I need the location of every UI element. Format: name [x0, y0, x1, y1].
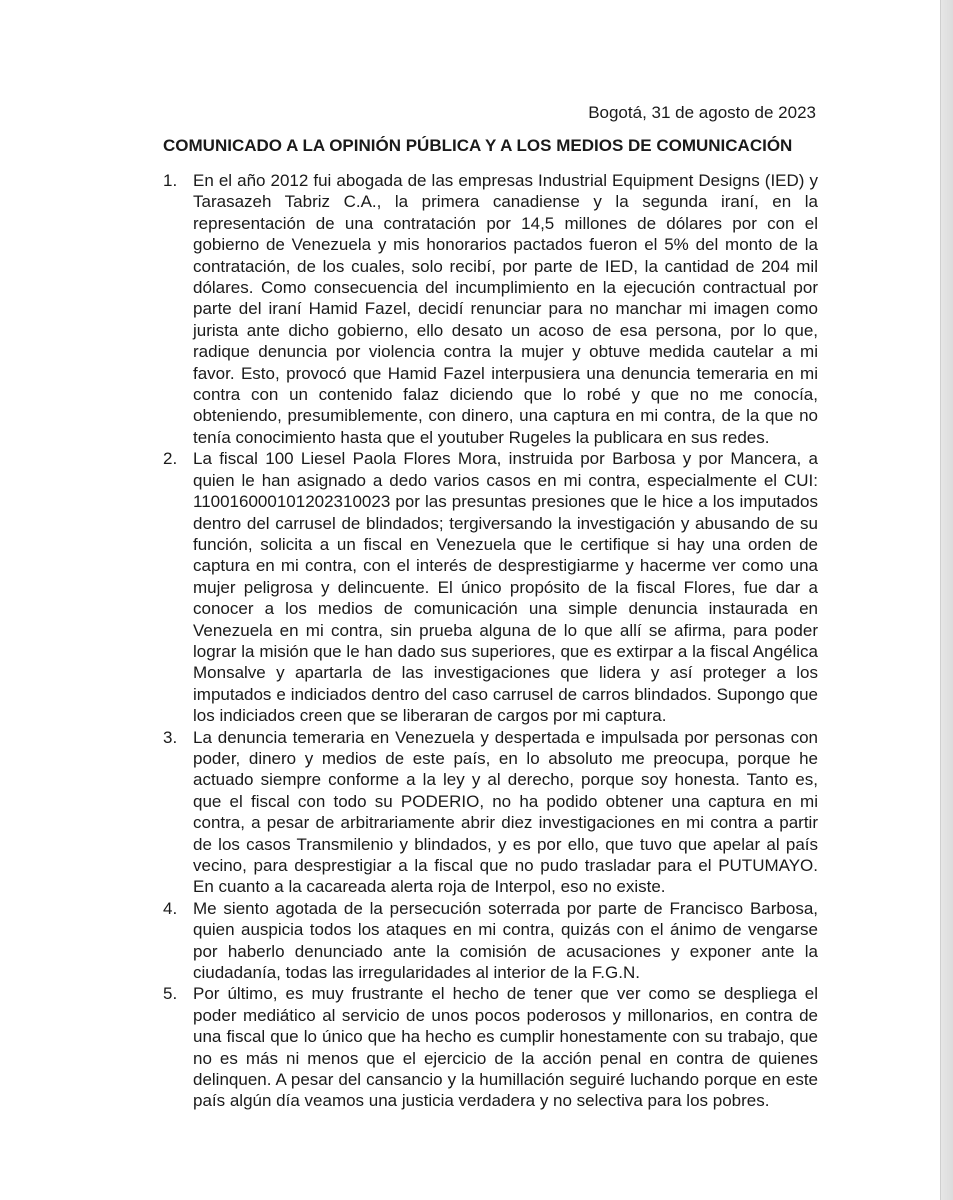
list-item: [163, 727, 818, 898]
item-number: 1.: [163, 171, 178, 190]
list-item: [163, 448, 818, 726]
list-item: [163, 983, 818, 1111]
page-edge: [940, 0, 953, 1200]
item-number: 4.: [163, 898, 178, 918]
item-text: En el año 2012 fui abogada de las empresas Industrial Equipment Designs (IED) y Tarasazeh Tabriz C.A., la primera canadiense y la segunda iraní, en la representación de una contratación por 14,5 millones de dólares por con el gobierno de Venezuela y mis honorarios pactados fueron el 5% del monto de la contratación, de los cuales, solo recibí, por parte de IED, la cantidad de 204 mil dólares. Como consecuencia del incumplimiento en la ejecución contractual por parte del iraní Hamid Fazel, decidí renunciar para no manchar mi imagen como jurista ante dicho gobierno, ello desato un acoso de esa persona, por lo que, radique denuncia por violencia contra la mujer y obtuve medida cautelar a mi favor. Esto, provocó que Hamid Fazel interpusiera una denuncia temeraria en mi contra con un contenido falaz diciendo que lo robé y que no me conocía, obteniendo, presumiblemente, con dinero, una captura en mi contra, de la que no tenía conocimiento hasta que el youtuber Rugeles la publicara en sus redes.: [193, 171, 818, 447]
document-title: COMUNICADO A LA OPINIÓN PÚBLICA Y A LOS MEDIOS DE COMUNICACIÓN: [163, 136, 793, 155]
item-text: Por último, es muy frustrante el hecho de tener que ver como se despliega el poder mediático al servicio de unos pocos poderosos y millonarios, en contra de una fiscal que lo único que ha hecho es cumplir honestamente con su trabajo, que no es más ni menos que el ejercicio de la acción penal en contra de quienes delinquen. A pesar del cansancio y la humillación seguiré luchando porque en este país algún día veamos una justicia verdadera y no selectiva para los pobres.: [193, 984, 818, 1111]
item-number: 5.: [163, 984, 178, 1004]
list-item: [163, 170, 818, 448]
statement-list: [163, 170, 818, 1112]
item-text: La fiscal 100 Liesel Paola Flores Mora, instruida por Barbosa y por Mancera, a quien le han asignado a dedo varios casos en mi contra, especialmente el CUI: 110016000101202310023 por las presuntas presiones que le hice a los imputados dentro del carrusel de blindados; tergiversando la investigación y abusando de su función, solicita a un fiscal en Venezuela que le certifique si hay una orden de captura en mi contra, con el interés de desprestigiarme y hacerme ver como una mujer peligrosa y delincuente. El único propósito de la fiscal Flores, fue dar a conocer a los medios de comunicación una simple denuncia instaurada en Venezuela en mi contra, sin prueba alguna de lo que allí se afirma, para poder lograr la misión que le han dado sus superiores, que es extirpar a la fiscal Angélica Monsalve y apartarla de las investigaciones que lidera y así proteger a los imputados e indiciados dentro del caso carrusel de carros blindados. Supongo que los indiciados creen que se liberaran de cargos por mi captura.: [193, 449, 818, 726]
item-number: 3.: [163, 727, 178, 747]
date-line: Bogotá, 31 de agosto de 2023: [588, 103, 816, 122]
item-number: 2.: [163, 449, 178, 469]
item-text: Me siento agotada de la persecución soterrada por parte de Francisco Barbosa, quien auspicia todos los ataques en mi contra, quizás con el ánimo de vengarse por haberlo denunciado ante la comisión de acusaciones y exponer ante la ciudadanía, todas las irregularidades al interior de la F.G.N.: [193, 898, 818, 983]
item-text: La denuncia temeraria en Venezuela y despertada e impulsada por personas con poder, dinero y medios de este país, en lo absoluto me preocupa, porque he actuado siempre conforme a la ley y al derecho, porque soy honesta. Tanto es, que el fiscal con todo su PODERIO, no ha podido obtener una captura en mi contra, a pesar de arbitrariamente abrir diez investigaciones en mi contra a partir de los casos Transmilenio y blindados, y es por ello, que tuvo que apelar al país vecino, para desprestigiar a la fiscal que no pudo trasladar para el PUTUMAYO. En cuanto a la cacareada alerta roja de Interpol, eso no existe.: [193, 727, 818, 897]
list-item: [163, 898, 818, 984]
